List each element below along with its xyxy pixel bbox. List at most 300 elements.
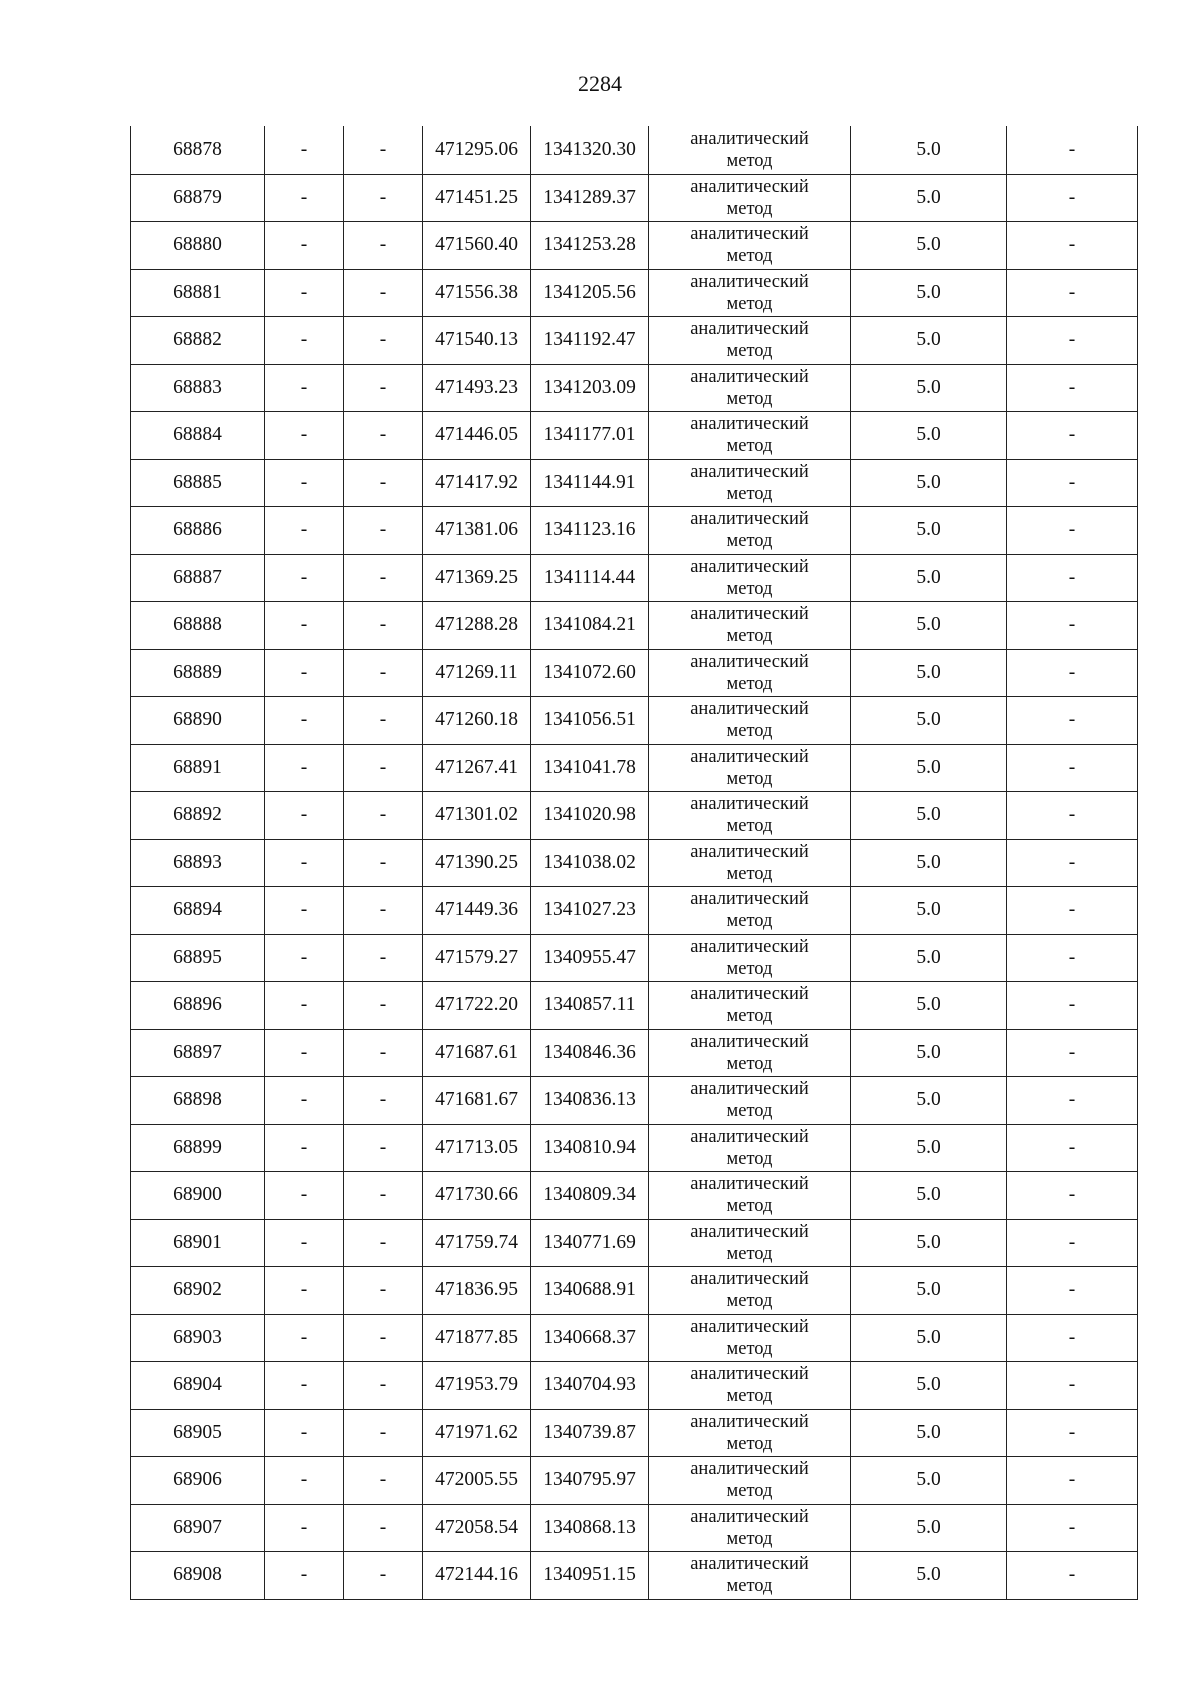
- dash-cell: -: [265, 459, 344, 507]
- y-coordinate-cell: 1341144.91: [531, 459, 649, 507]
- method-text-line2: метод: [726, 483, 773, 504]
- x-coordinate-cell: 471301.02: [423, 792, 531, 840]
- table-row: [131, 1172, 1138, 1220]
- y-coordinate-cell: 1340809.34: [531, 1172, 649, 1220]
- method-text-line2: метод: [726, 1148, 773, 1169]
- x-coordinate-cell: 471381.06: [423, 507, 531, 555]
- method-cell: [649, 1029, 851, 1077]
- dash-cell: -: [1007, 222, 1138, 270]
- x-coordinate-cell: 471560.40: [423, 222, 531, 270]
- method-cell: [649, 839, 851, 887]
- table-row: [131, 1314, 1138, 1362]
- y-coordinate-cell: 1341320.30: [531, 127, 649, 175]
- dash-cell: -: [265, 1172, 344, 1220]
- method-text-line2: метод: [726, 436, 773, 457]
- method-text-line1: аналитический: [690, 1269, 809, 1290]
- point-number-cell: 68892: [131, 792, 265, 840]
- precision-cell: 5.0: [851, 1124, 1007, 1172]
- dash-cell: -: [265, 744, 344, 792]
- y-coordinate-cell: 1341114.44: [531, 554, 649, 602]
- method-cell: [649, 269, 851, 317]
- y-coordinate-cell: 1340846.36: [531, 1029, 649, 1077]
- precision-cell: 5.0: [851, 887, 1007, 935]
- table-row: [131, 269, 1138, 317]
- y-coordinate-cell: 1340836.13: [531, 1077, 649, 1125]
- point-number-cell: 68883: [131, 364, 265, 412]
- method-text-line1: аналитический: [690, 366, 809, 387]
- dash-cell: -: [1007, 1219, 1138, 1267]
- method-text-line1: аналитический: [690, 889, 809, 910]
- dash-cell: -: [265, 1552, 344, 1600]
- x-coordinate-cell: 471451.25: [423, 174, 531, 222]
- method-cell: [649, 1552, 851, 1600]
- table-row: [131, 127, 1138, 175]
- precision-cell: 5.0: [851, 459, 1007, 507]
- dash-cell: -: [1007, 602, 1138, 650]
- method-text-line2: метод: [726, 578, 773, 599]
- dash-cell: -: [1007, 127, 1138, 175]
- y-coordinate-cell: 1341084.21: [531, 602, 649, 650]
- y-coordinate-cell: 1340795.97: [531, 1457, 649, 1505]
- method-text-line2: метод: [726, 1386, 773, 1407]
- dash-cell: -: [265, 1124, 344, 1172]
- point-number-cell: 68905: [131, 1409, 265, 1457]
- method-text-line2: метод: [726, 863, 773, 884]
- method-text-line2: метод: [726, 816, 773, 837]
- precision-cell: 5.0: [851, 1409, 1007, 1457]
- dash-cell: -: [1007, 1029, 1138, 1077]
- point-number-cell: 68891: [131, 744, 265, 792]
- x-coordinate-cell: 471260.18: [423, 697, 531, 745]
- method-text-line1: аналитический: [690, 556, 809, 577]
- table-row: [131, 1504, 1138, 1552]
- x-coordinate-cell: 471295.06: [423, 127, 531, 175]
- table-row: [131, 982, 1138, 1030]
- table-row: [131, 174, 1138, 222]
- method-text-line2: метод: [726, 911, 773, 932]
- method-text-line2: метод: [726, 1053, 773, 1074]
- dash-cell: -: [344, 459, 423, 507]
- dash-cell: -: [265, 317, 344, 365]
- method-cell: [649, 1124, 851, 1172]
- method-text-line2: метод: [726, 341, 773, 362]
- table-row: [131, 364, 1138, 412]
- y-coordinate-cell: 1340688.91: [531, 1267, 649, 1315]
- table-row: [131, 792, 1138, 840]
- method-cell: [649, 887, 851, 935]
- precision-cell: 5.0: [851, 1267, 1007, 1315]
- dash-cell: -: [344, 1029, 423, 1077]
- dash-cell: -: [344, 792, 423, 840]
- method-cell: [649, 1457, 851, 1505]
- dash-cell: -: [265, 649, 344, 697]
- method-text-line2: метод: [726, 1196, 773, 1217]
- precision-cell: 5.0: [851, 982, 1007, 1030]
- y-coordinate-cell: 1341038.02: [531, 839, 649, 887]
- table-row: [131, 1267, 1138, 1315]
- dash-cell: -: [344, 1267, 423, 1315]
- precision-cell: 5.0: [851, 792, 1007, 840]
- method-text-line2: метод: [726, 768, 773, 789]
- dash-cell: -: [344, 1077, 423, 1125]
- table-row: [131, 649, 1138, 697]
- precision-cell: 5.0: [851, 1504, 1007, 1552]
- method-cell: [649, 1219, 851, 1267]
- method-text-line1: аналитический: [690, 746, 809, 767]
- y-coordinate-cell: 1341056.51: [531, 697, 649, 745]
- precision-cell: 5.0: [851, 839, 1007, 887]
- dash-cell: -: [1007, 459, 1138, 507]
- method-text-line2: метод: [726, 246, 773, 267]
- method-cell: [649, 1362, 851, 1410]
- dash-cell: -: [344, 744, 423, 792]
- dash-cell: -: [265, 1457, 344, 1505]
- method-text-line1: аналитический: [690, 1316, 809, 1337]
- x-coordinate-cell: 471836.95: [423, 1267, 531, 1315]
- y-coordinate-cell: 1341289.37: [531, 174, 649, 222]
- method-text-line2: метод: [726, 1006, 773, 1027]
- dash-cell: -: [344, 127, 423, 175]
- x-coordinate-cell: 471713.05: [423, 1124, 531, 1172]
- method-cell: [649, 1409, 851, 1457]
- x-coordinate-cell: 471556.38: [423, 269, 531, 317]
- point-number-cell: 68907: [131, 1504, 265, 1552]
- dash-cell: -: [1007, 1172, 1138, 1220]
- dash-cell: -: [1007, 1124, 1138, 1172]
- dash-cell: -: [1007, 839, 1138, 887]
- point-number-cell: 68882: [131, 317, 265, 365]
- precision-cell: 5.0: [851, 744, 1007, 792]
- method-text-line1: аналитический: [690, 841, 809, 862]
- dash-cell: -: [265, 1504, 344, 1552]
- y-coordinate-cell: 1341020.98: [531, 792, 649, 840]
- method-cell: [649, 792, 851, 840]
- dash-cell: -: [1007, 744, 1138, 792]
- precision-cell: 5.0: [851, 649, 1007, 697]
- dash-cell: -: [344, 1219, 423, 1267]
- y-coordinate-cell: 1341203.09: [531, 364, 649, 412]
- point-number-cell: 68897: [131, 1029, 265, 1077]
- precision-cell: 5.0: [851, 127, 1007, 175]
- method-text-line1: аналитический: [690, 651, 809, 672]
- method-cell: [649, 459, 851, 507]
- dash-cell: -: [344, 1552, 423, 1600]
- method-text-line2: метод: [726, 1101, 773, 1122]
- precision-cell: 5.0: [851, 1172, 1007, 1220]
- method-text-line2: метод: [726, 1291, 773, 1312]
- dash-cell: -: [344, 982, 423, 1030]
- precision-cell: 5.0: [851, 412, 1007, 460]
- y-coordinate-cell: 1340810.94: [531, 1124, 649, 1172]
- x-coordinate-cell: 471687.61: [423, 1029, 531, 1077]
- method-cell: [649, 1172, 851, 1220]
- precision-cell: 5.0: [851, 934, 1007, 982]
- dash-cell: -: [265, 792, 344, 840]
- table-row: [131, 1029, 1138, 1077]
- precision-cell: 5.0: [851, 364, 1007, 412]
- y-coordinate-cell: 1341177.01: [531, 412, 649, 460]
- dash-cell: -: [344, 1409, 423, 1457]
- dash-cell: -: [344, 697, 423, 745]
- method-text-line1: аналитический: [690, 1411, 809, 1432]
- table-row: [131, 1124, 1138, 1172]
- method-cell: [649, 317, 851, 365]
- precision-cell: 5.0: [851, 222, 1007, 270]
- table-row: [131, 1552, 1138, 1600]
- x-coordinate-cell: 472144.16: [423, 1552, 531, 1600]
- point-number-cell: 68888: [131, 602, 265, 650]
- dash-cell: -: [265, 174, 344, 222]
- x-coordinate-cell: 471877.85: [423, 1314, 531, 1362]
- x-coordinate-cell: 471446.05: [423, 412, 531, 460]
- method-text-line1: аналитический: [690, 414, 809, 435]
- table-row: [131, 1362, 1138, 1410]
- precision-cell: 5.0: [851, 507, 1007, 555]
- dash-cell: -: [1007, 1314, 1138, 1362]
- dash-cell: -: [265, 364, 344, 412]
- dash-cell: -: [265, 1314, 344, 1362]
- precision-cell: 5.0: [851, 1314, 1007, 1362]
- precision-cell: 5.0: [851, 317, 1007, 365]
- point-number-cell: 68898: [131, 1077, 265, 1125]
- dash-cell: -: [1007, 982, 1138, 1030]
- y-coordinate-cell: 1340771.69: [531, 1219, 649, 1267]
- x-coordinate-cell: 471971.62: [423, 1409, 531, 1457]
- dash-cell: -: [265, 934, 344, 982]
- y-coordinate-cell: 1340739.87: [531, 1409, 649, 1457]
- table-row: [131, 459, 1138, 507]
- dash-cell: -: [344, 1172, 423, 1220]
- method-text-line2: метод: [726, 388, 773, 409]
- method-text-line1: аналитический: [690, 271, 809, 292]
- method-cell: [649, 602, 851, 650]
- dash-cell: -: [265, 602, 344, 650]
- dash-cell: -: [344, 269, 423, 317]
- point-number-cell: 68879: [131, 174, 265, 222]
- dash-cell: -: [265, 1077, 344, 1125]
- x-coordinate-cell: 471722.20: [423, 982, 531, 1030]
- precision-cell: 5.0: [851, 1219, 1007, 1267]
- x-coordinate-cell: 471288.28: [423, 602, 531, 650]
- dash-cell: -: [265, 269, 344, 317]
- table-row: [131, 1409, 1138, 1457]
- point-number-cell: 68899: [131, 1124, 265, 1172]
- point-number-cell: 68890: [131, 697, 265, 745]
- point-number-cell: 68885: [131, 459, 265, 507]
- method-cell: [649, 1267, 851, 1315]
- point-number-cell: 68895: [131, 934, 265, 982]
- table-row: [131, 1457, 1138, 1505]
- y-coordinate-cell: 1340857.11: [531, 982, 649, 1030]
- point-number-cell: 68889: [131, 649, 265, 697]
- table-row: [131, 697, 1138, 745]
- dash-cell: -: [344, 222, 423, 270]
- method-text-line2: метод: [726, 673, 773, 694]
- method-text-line2: метод: [726, 721, 773, 742]
- method-text-line1: аналитический: [690, 1459, 809, 1480]
- x-coordinate-cell: 471579.27: [423, 934, 531, 982]
- dash-cell: -: [1007, 174, 1138, 222]
- point-number-cell: 68894: [131, 887, 265, 935]
- point-number-cell: 68893: [131, 839, 265, 887]
- table-row: [131, 222, 1138, 270]
- dash-cell: -: [265, 127, 344, 175]
- table-row: [131, 1219, 1138, 1267]
- dash-cell: -: [344, 602, 423, 650]
- dash-cell: -: [344, 887, 423, 935]
- dash-cell: -: [344, 364, 423, 412]
- method-text-line2: метод: [726, 1576, 773, 1597]
- dash-cell: -: [1007, 1077, 1138, 1125]
- dash-cell: -: [344, 317, 423, 365]
- method-text-line1: аналитический: [690, 936, 809, 957]
- method-text-line2: метод: [726, 1481, 773, 1502]
- method-cell: [649, 364, 851, 412]
- table-row: [131, 507, 1138, 555]
- dash-cell: -: [1007, 697, 1138, 745]
- method-cell: [649, 554, 851, 602]
- x-coordinate-cell: 471493.23: [423, 364, 531, 412]
- y-coordinate-cell: 1341041.78: [531, 744, 649, 792]
- precision-cell: 5.0: [851, 1362, 1007, 1410]
- method-cell: [649, 1314, 851, 1362]
- dash-cell: -: [1007, 934, 1138, 982]
- x-coordinate-cell: 472058.54: [423, 1504, 531, 1552]
- precision-cell: 5.0: [851, 1552, 1007, 1600]
- method-text-line1: аналитический: [690, 699, 809, 720]
- dash-cell: -: [1007, 1267, 1138, 1315]
- dash-cell: -: [344, 507, 423, 555]
- method-text-line1: аналитический: [690, 1079, 809, 1100]
- dash-cell: -: [1007, 317, 1138, 365]
- x-coordinate-cell: 471759.74: [423, 1219, 531, 1267]
- table-row: [131, 412, 1138, 460]
- x-coordinate-cell: 471449.36: [423, 887, 531, 935]
- dash-cell: -: [344, 649, 423, 697]
- dash-cell: -: [344, 1124, 423, 1172]
- method-cell: [649, 982, 851, 1030]
- x-coordinate-cell: 471269.11: [423, 649, 531, 697]
- method-text-line1: аналитический: [690, 1031, 809, 1052]
- page-number: 2284: [578, 71, 622, 96]
- dash-cell: -: [344, 412, 423, 460]
- precision-cell: 5.0: [851, 1029, 1007, 1077]
- method-cell: [649, 697, 851, 745]
- point-number-cell: 68906: [131, 1457, 265, 1505]
- method-text-line2: метод: [726, 626, 773, 647]
- dash-cell: -: [265, 982, 344, 1030]
- table-body: [131, 127, 1138, 1600]
- x-coordinate-cell: 471540.13: [423, 317, 531, 365]
- precision-cell: 5.0: [851, 554, 1007, 602]
- y-coordinate-cell: 1340868.13: [531, 1504, 649, 1552]
- method-text-line1: аналитический: [690, 509, 809, 530]
- method-text-line1: аналитический: [690, 794, 809, 815]
- y-coordinate-cell: 1340951.15: [531, 1552, 649, 1600]
- method-text-line2: метод: [726, 1243, 773, 1264]
- point-number-cell: 68886: [131, 507, 265, 555]
- dash-cell: -: [344, 839, 423, 887]
- precision-cell: 5.0: [851, 602, 1007, 650]
- dash-cell: -: [344, 1457, 423, 1505]
- dash-cell: -: [1007, 364, 1138, 412]
- x-coordinate-cell: 472005.55: [423, 1457, 531, 1505]
- point-number-cell: 68896: [131, 982, 265, 1030]
- dash-cell: -: [344, 1504, 423, 1552]
- method-cell: [649, 934, 851, 982]
- precision-cell: 5.0: [851, 1077, 1007, 1125]
- point-number-cell: 68887: [131, 554, 265, 602]
- method-text-line1: аналитический: [690, 176, 809, 197]
- method-cell: [649, 1077, 851, 1125]
- table-row: [131, 554, 1138, 602]
- table-row: [131, 602, 1138, 650]
- point-number-cell: 68908: [131, 1552, 265, 1600]
- method-text-line1: аналитический: [690, 319, 809, 340]
- dash-cell: -: [265, 839, 344, 887]
- method-text-line1: аналитический: [690, 1364, 809, 1385]
- method-cell: [649, 744, 851, 792]
- point-number-cell: 68901: [131, 1219, 265, 1267]
- x-coordinate-cell: 471681.67: [423, 1077, 531, 1125]
- dash-cell: -: [344, 934, 423, 982]
- dash-cell: -: [265, 697, 344, 745]
- dash-cell: -: [1007, 1409, 1138, 1457]
- method-cell: [649, 412, 851, 460]
- point-number-cell: 68881: [131, 269, 265, 317]
- dash-cell: -: [344, 554, 423, 602]
- coordinates-table: [130, 126, 1138, 1600]
- method-cell: [649, 127, 851, 175]
- dash-cell: -: [265, 412, 344, 460]
- method-cell: [649, 1504, 851, 1552]
- dash-cell: -: [1007, 1552, 1138, 1600]
- point-number-cell: 68878: [131, 127, 265, 175]
- point-number-cell: 68880: [131, 222, 265, 270]
- precision-cell: 5.0: [851, 174, 1007, 222]
- dash-cell: -: [265, 887, 344, 935]
- method-text-line1: аналитический: [690, 1506, 809, 1527]
- x-coordinate-cell: 471369.25: [423, 554, 531, 602]
- dash-cell: -: [344, 174, 423, 222]
- table-row: [131, 934, 1138, 982]
- y-coordinate-cell: 1340704.93: [531, 1362, 649, 1410]
- method-cell: [649, 174, 851, 222]
- y-coordinate-cell: 1341253.28: [531, 222, 649, 270]
- method-text-line1: аналитический: [690, 461, 809, 482]
- dash-cell: -: [265, 1362, 344, 1410]
- method-text-line2: метод: [726, 1433, 773, 1454]
- method-text-line2: метод: [726, 531, 773, 552]
- table-row: [131, 744, 1138, 792]
- method-cell: [649, 649, 851, 697]
- dash-cell: -: [1007, 1504, 1138, 1552]
- dash-cell: -: [265, 554, 344, 602]
- x-coordinate-cell: 471390.25: [423, 839, 531, 887]
- precision-cell: 5.0: [851, 697, 1007, 745]
- method-text-line2: метод: [726, 1528, 773, 1549]
- y-coordinate-cell: 1341027.23: [531, 887, 649, 935]
- method-text-line1: аналитический: [690, 1221, 809, 1242]
- y-coordinate-cell: 1340668.37: [531, 1314, 649, 1362]
- method-text-line1: аналитический: [690, 1126, 809, 1147]
- dash-cell: -: [265, 507, 344, 555]
- y-coordinate-cell: 1340955.47: [531, 934, 649, 982]
- y-coordinate-cell: 1341192.47: [531, 317, 649, 365]
- method-text-line2: метод: [726, 293, 773, 314]
- precision-cell: 5.0: [851, 269, 1007, 317]
- x-coordinate-cell: 471267.41: [423, 744, 531, 792]
